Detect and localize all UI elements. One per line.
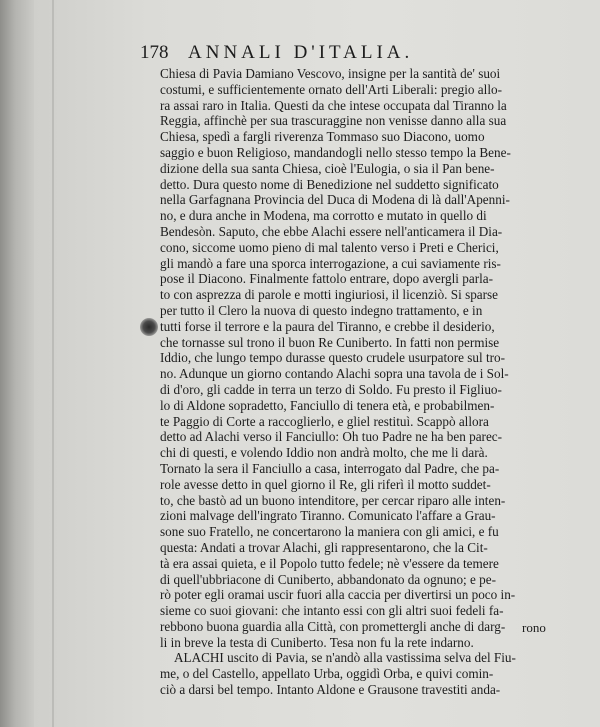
gutter-shadow [52,0,54,727]
text-line: Chiesa di Pavia Damiano Vescovo, insigne per la santità de' suoi [160,66,501,81]
catchword: rono [522,620,546,635]
text-line: sieme co suoi giovani: che intanto essi con gli altri suoi fedeli fa- [160,603,504,619]
text-line: no, e dura anche in Modena, ma corrotto e mutato in quello di [160,208,487,224]
text-line: li in breve la testa di Cuniberto. Tesa non fu la rete indarno. [160,634,474,650]
text-line: di d'oro, gli cadde in terra un terzo di Soldo. Fu presto il Figliuo- [160,381,502,397]
text-line: Bendesòn. Saputo, che ebbe Alachi essere nell'anticamera il Dia- [160,223,503,239]
text-line: costumi, e sufficientemente ornato dell'Arti Liberali: pregio allo- [160,81,502,97]
text-line: cono, siccome uomo pieno di mal talento verso i Preti e Cherici, [160,239,499,255]
text-line: no. Adunque un giorno contando Alachi sopra una tavola de i Sol- [160,366,509,382]
page-number: 178 [140,42,169,63]
text-line: gli mandò a fare una sporca interrogazione, a cui saviamente ris- [160,255,501,271]
text-line: ALACHI uscito di Pavia, se n'andò alla vastissima selva del Fiu- [174,650,516,666]
text-line: di quell'ubbriacone di Cuniberto, abbandonato da ognuno; e pe- [160,571,497,587]
text-line: Tornato la sera il Fanciullo a casa, interrogato dal Padre, che pa- [160,460,500,476]
text-line: Reggia, affinchè per sua trascuraggine non venisse danno alla sua [160,113,507,129]
text-line: to, che bastò ad un buono intenditore, per cercar riparo alle inten- [160,492,506,508]
text-line: lo di Aldone sopradetto, Fanciullo di tenera età, e probabilmen- [160,397,495,413]
book-gutter [0,0,34,727]
text-line: te Paggio di Corte a raccoglierlo, e gliel restituì. Scappò allora [160,413,489,429]
text-line: tutti forse il terrore e la paura del Tiranno, e crebbe il desiderio, [160,318,495,334]
text-line: Chiesa, spedì a fargli riverenza Tommaso suo Diacono, uomo [160,129,485,145]
text-line: detto ad Alachi verso il Fanciullo: Oh tuo Padre ne ha ben parec- [160,429,503,445]
text-line: role avesse detto in quel giorno il Re, gli riferì il motto suddet- [160,476,491,492]
text-line: detto. Dura questo nome di Benedizione nel suddetto significato [160,176,499,192]
paper-blemish [140,318,158,336]
text-line: pose il Diacono. Finalmente fattolo entrare, dopo avergli parla- [160,271,493,287]
text-line: me, o del Castello, appellato Urba, oggidì Orba, e quivi comin- [160,666,494,682]
text-line: rebbono buona guardia alla Città, con promettergli anche di darg- [160,618,506,634]
text-line: saggio e buon Religioso, mandandogli nello stesso tempo la Bene- [160,144,511,160]
text-line: to con asprezza di parole e motti ingiuriosi, il licenziò. Si sparse [160,287,499,303]
text-line: per tutto il Clero la nuova di questo indegno trattamento, e in [160,302,483,318]
text-line: rò poter egli oramai uscir fuori alla caccia per divertirsi un poco in- [160,587,516,603]
body-text [160,66,570,698]
text-line: che tornasse sul trono il buon Re Cuniberto. In fatti non permise [160,334,500,350]
running-head: ANNALI D'ITALIA. [188,42,414,63]
text-line: questa: Andati a trovar Alachi, gli rappresentarono, che la Cit- [160,539,488,555]
text-line: tà era assai quieta, e il Popolo tutto fedele; nè v'essere da temere [160,555,499,571]
text-line: ciò a darsi bel tempo. Intanto Aldone e Grausone travestiti anda- [160,682,501,698]
text-line: nella Garfagnana Provincia del Duca di Modena di là dall'Apenni- [160,192,510,208]
text-line: ra assai raro in Italia. Questi da che intese occupata dal Tiranno la [160,97,507,113]
text-line: chi di questi, e volendo Iddio non andrà molto, che me li darà. [160,445,488,461]
text-line: Iddio, che lungo tempo durasse questo crudele usurpatore sul tro- [160,350,505,366]
text-line: zioni malvage dell'ingrato Tiranno. Comunicato l'affare a Grau- [160,508,496,524]
text-line: sone suo Fratello, ne concertarono la maniera con gli amici, e fu [160,524,499,540]
page-header [140,40,540,66]
text-line: dizione della sua santa Chiesa, cioè l'Eulogia, o sia il Pan bene- [160,160,495,176]
